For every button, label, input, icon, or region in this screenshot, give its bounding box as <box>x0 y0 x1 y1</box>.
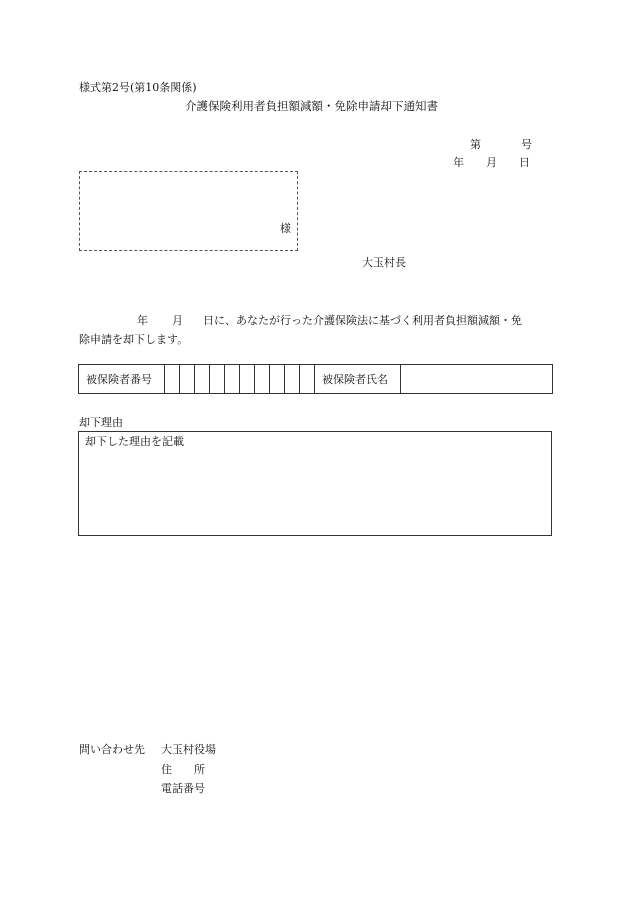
address-label-char-1: 住 <box>161 763 172 776</box>
recipient-address-box <box>79 171 298 251</box>
insured-name-label: 被保険者氏名 <box>315 365 401 394</box>
number-suffix: 号 <box>521 138 532 151</box>
insured-number-digit-cell[interactable] <box>240 365 255 394</box>
date-day: 日 <box>519 156 530 169</box>
body-month: 月 <box>172 314 183 327</box>
contact-office: 大玉村役場 <box>161 743 216 756</box>
insured-number-digit-cell[interactable] <box>180 365 195 394</box>
body-line1: 日に、あなたが行った介護保険法に基づく利用者負担額減額・免 <box>203 314 522 327</box>
rejection-reason-placeholder: 却下した理由を記載 <box>85 435 184 448</box>
insured-info-table <box>78 364 553 394</box>
insured-number-label: 被保険者番号 <box>79 365 165 394</box>
rejection-reason-label: 却下理由 <box>79 416 123 429</box>
contact-phone-label: 電話番号 <box>161 782 205 795</box>
issue-date-line <box>453 157 530 168</box>
insured-number-digit-cell[interactable] <box>300 365 315 394</box>
contact-label: 問い合わせ先 <box>79 743 145 756</box>
notice-body-text <box>79 311 554 349</box>
document-title: 介護保険利用者負担額減額・免除申請却下通知書 <box>185 99 438 113</box>
insured-number-digit-cell[interactable] <box>165 365 180 394</box>
address-label-char-2: 所 <box>194 763 205 776</box>
insured-name-value[interactable] <box>401 365 553 394</box>
number-prefix: 第 <box>470 138 481 151</box>
body-line2: 除申請を却下します。 <box>79 333 189 346</box>
rejection-reason-box[interactable] <box>78 431 552 536</box>
issuer-name: 大玉村長 <box>362 256 406 269</box>
insured-number-digit-cell[interactable] <box>270 365 285 394</box>
contact-address-label <box>161 764 205 775</box>
insured-number-digit-cell[interactable] <box>225 365 240 394</box>
insured-number-digit-cell[interactable] <box>255 365 270 394</box>
date-month: 月 <box>486 156 497 169</box>
body-year: 年 <box>137 314 148 327</box>
insured-number-digit-cell[interactable] <box>210 365 225 394</box>
insured-number-digit-cell[interactable] <box>195 365 210 394</box>
form-code: 様式第2号(第10条関係) <box>79 81 197 94</box>
document-number-line <box>470 139 532 150</box>
insured-number-digit-cell[interactable] <box>285 365 300 394</box>
date-year: 年 <box>453 156 464 169</box>
recipient-honorific: 様 <box>280 222 291 235</box>
